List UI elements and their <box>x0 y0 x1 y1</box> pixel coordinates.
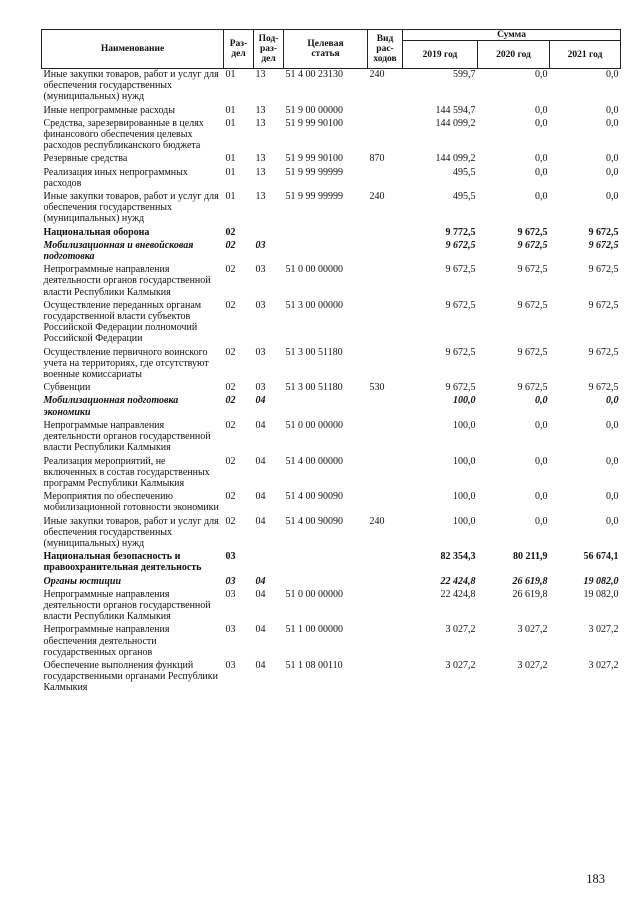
row-expense-type <box>368 574 403 587</box>
row-expense-type <box>368 393 403 417</box>
row-amount-2019: 9 772,5 <box>445 226 476 238</box>
row-name: Органы юстиции <box>43 575 122 587</box>
header-year-2021: 2021 год <box>550 41 621 69</box>
row-subsection: 13 <box>255 191 266 203</box>
row-subsection: 04 <box>255 575 266 587</box>
row-section: 01 <box>225 191 236 203</box>
header-year-2019: 2019 год <box>403 41 478 69</box>
row-expense-type <box>368 658 403 694</box>
row-amount-2019: 599,7 <box>453 69 476 80</box>
row-subsection: 13 <box>255 69 266 80</box>
row-subsection: 04 <box>255 491 266 503</box>
row-article: 51 3 00 00000 <box>285 299 343 311</box>
header-expense-type-text: Вид рас- ходов <box>373 34 397 64</box>
row-amount-2019: 3 027,2 <box>445 624 476 636</box>
header-subsection <box>254 30 284 69</box>
table-row <box>42 380 621 393</box>
row-article: 51 9 99 90100 <box>285 117 343 129</box>
row-amount-2020: 80 211,9 <box>513 551 548 563</box>
row-name: Непрограммные направления деятельности органов государственной власти Республики Калмыкия <box>43 264 211 298</box>
row-article: 51 0 00 00000 <box>285 588 343 600</box>
table-row <box>42 658 621 694</box>
row-subsection <box>254 549 284 573</box>
row-amount-2020: 3 027,2 <box>517 659 548 671</box>
row-amount-2021: 9 672,5 <box>588 264 619 276</box>
table-row <box>42 549 621 573</box>
row-article <box>284 393 368 417</box>
row-expense-type <box>368 622 403 658</box>
row-expense-type <box>368 345 403 381</box>
row-amount-2019: 82 354,3 <box>440 551 476 563</box>
row-amount-2019: 144 099,2 <box>435 153 476 165</box>
row-amount-2019: 9 672,5 <box>445 264 476 276</box>
row-article <box>284 549 368 573</box>
row-amount-2021: 19 082,0 <box>583 588 619 600</box>
row-expense-type <box>368 454 403 490</box>
row-name: Реализация иных непрограммных расходов <box>43 166 188 189</box>
row-subsection: 13 <box>255 166 266 178</box>
row-name: Мобилизационная и вневойсковая подготовка <box>43 239 194 263</box>
row-subsection: 04 <box>255 419 266 431</box>
table-row <box>42 116 621 152</box>
row-subsection: 03 <box>255 382 266 394</box>
row-name: Обеспечение выполнения функций государственными органами Республики Калмыкия <box>43 659 218 694</box>
row-subsection: 03 <box>255 239 266 251</box>
row-expense-type <box>368 418 403 454</box>
row-section: 02 <box>225 346 236 358</box>
row-amount-2021: 9 672,5 <box>588 226 619 238</box>
row-amount-2021: 3 027,2 <box>588 659 619 671</box>
row-expense-type <box>368 103 403 116</box>
row-name: Реализация мероприятий, не включенных в состав государственных программ Республики Калмыкия <box>43 455 210 489</box>
row-amount-2019: 22 424,8 <box>440 575 476 587</box>
row-article: 51 1 08 00110 <box>285 659 343 671</box>
table-row <box>42 165 621 189</box>
row-expense-type: 870 <box>369 153 385 165</box>
table-row <box>42 622 621 658</box>
row-expense-type <box>368 116 403 152</box>
row-amount-2019: 9 672,5 <box>445 382 476 394</box>
row-subsection: 04 <box>255 395 266 407</box>
row-subsection <box>254 225 284 238</box>
row-amount-2019: 144 594,7 <box>435 104 476 116</box>
row-amount-2021: 0,0 <box>606 153 619 165</box>
row-amount-2019: 9 672,5 <box>445 346 476 358</box>
row-name: Непрограммные направления деятельности органов государственной власти Республики Калмыкия <box>43 588 211 623</box>
row-section: 03 <box>225 659 236 671</box>
row-amount-2021: 0,0 <box>606 69 619 80</box>
row-subsection: 03 <box>255 346 266 358</box>
row-section: 03 <box>225 624 236 636</box>
page-number: 183 <box>586 872 605 886</box>
budget-document <box>41 29 620 694</box>
row-name: Мероприятия по обеспечению мобилизационной готовности экономики <box>43 491 219 514</box>
row-article: 51 4 00 90090 <box>285 515 343 527</box>
row-section: 02 <box>225 239 236 251</box>
row-amount-2020: 3 027,2 <box>517 624 548 636</box>
row-amount-2020: 0,0 <box>535 191 548 203</box>
row-subsection: 04 <box>255 588 266 600</box>
row-amount-2019: 495,5 <box>453 191 476 203</box>
row-amount-2021: 0,0 <box>606 166 619 178</box>
row-article: 51 4 00 90090 <box>285 491 343 503</box>
table-row <box>42 454 621 490</box>
row-section: 03 <box>225 551 236 563</box>
row-section: 02 <box>225 395 236 407</box>
row-amount-2020: 0,0 <box>535 491 548 503</box>
row-section: 01 <box>225 69 236 80</box>
row-subsection: 04 <box>255 624 266 636</box>
row-article <box>284 225 368 238</box>
table-row <box>42 298 621 345</box>
row-amount-2019: 495,5 <box>453 166 476 178</box>
row-amount-2021: 9 672,5 <box>588 382 619 394</box>
table-row <box>42 69 621 103</box>
row-article: 51 1 00 00000 <box>285 624 343 636</box>
header-sum: Сумма <box>403 30 621 41</box>
table-row <box>42 489 621 513</box>
row-amount-2020: 9 672,5 <box>517 346 548 358</box>
row-amount-2019: 22 424,8 <box>440 588 476 600</box>
row-amount-2021: 0,0 <box>606 419 619 431</box>
row-expense-type: 240 <box>369 515 385 527</box>
row-section: 02 <box>225 382 236 394</box>
row-expense-type <box>368 238 403 262</box>
row-amount-2019: 100,0 <box>453 491 476 503</box>
row-amount-2020: 0,0 <box>535 117 548 129</box>
row-amount-2020: 9 672,5 <box>517 264 548 276</box>
row-section: 01 <box>225 153 236 165</box>
row-amount-2020: 0,0 <box>535 395 548 407</box>
header-section-text: Раз- дел <box>229 39 248 59</box>
row-name: Непрограммые направления деятельности органов государственной власти Республики Калмыкия <box>43 419 211 454</box>
row-article: 51 9 00 00000 <box>285 104 343 116</box>
row-article: 51 3 00 51180 <box>285 346 343 358</box>
row-section: 02 <box>225 264 236 276</box>
row-section: 02 <box>225 515 236 527</box>
header-section <box>224 30 254 69</box>
row-amount-2021: 0,0 <box>606 117 619 129</box>
row-subsection: 04 <box>255 659 266 671</box>
row-amount-2019: 144 099,2 <box>435 117 476 129</box>
row-amount-2021: 0,0 <box>606 395 619 407</box>
header-subsection-text: Под- раз- дел <box>258 34 279 64</box>
row-amount-2019: 100,0 <box>453 419 476 431</box>
table-row <box>42 514 621 550</box>
row-article <box>284 574 368 587</box>
row-amount-2019: 100,0 <box>453 515 476 527</box>
table-row <box>42 418 621 454</box>
row-expense-type <box>368 489 403 513</box>
row-section: 02 <box>225 455 236 467</box>
row-expense-type: 240 <box>369 69 385 80</box>
row-subsection: 13 <box>255 104 266 116</box>
row-amount-2020: 0,0 <box>535 153 548 165</box>
row-section: 01 <box>225 117 236 129</box>
row-subsection: 13 <box>255 153 266 165</box>
row-expense-type <box>368 225 403 238</box>
row-subsection: 04 <box>255 515 266 527</box>
row-name: Национальная безопасность и правоохранительная деятельность <box>43 551 202 574</box>
row-name: Резервные средства <box>43 153 128 165</box>
row-article: 51 4 00 23130 <box>285 69 343 80</box>
row-section: 02 <box>225 419 236 431</box>
row-amount-2019: 9 672,5 <box>445 299 476 311</box>
row-expense-type <box>368 262 403 298</box>
row-amount-2021: 56 674,1 <box>583 551 619 563</box>
header-year-2020: 2020 год <box>478 41 550 69</box>
row-name: Иные непрограммные расходы <box>43 104 175 116</box>
row-name: Осуществление первичного воинского учета на территориях, где отсутствуют военные комиссариаты <box>43 346 209 381</box>
row-article: 51 9 99 90100 <box>285 153 343 165</box>
row-amount-2019: 100,0 <box>453 395 476 407</box>
row-amount-2019: 3 027,2 <box>445 659 476 671</box>
row-section: 02 <box>225 491 236 503</box>
header-name: Наименование <box>42 30 224 69</box>
row-name: Средства, зарезервированные в целях финансового обеспечения целевых расходов республиканского бюджета <box>43 117 204 152</box>
row-name: Осуществление переданных органам государственной власти субъектов Российской Федерации полномочий Российской Федерации <box>43 299 202 345</box>
row-amount-2020: 9 672,5 <box>517 226 548 238</box>
table-row <box>42 262 621 298</box>
row-section: 02 <box>225 299 236 311</box>
row-expense-type: 530 <box>369 382 385 394</box>
row-amount-2020: 9 672,5 <box>517 239 548 251</box>
row-amount-2019: 9 672,5 <box>445 239 476 251</box>
row-expense-type <box>368 549 403 573</box>
table-row <box>42 345 621 381</box>
row-amount-2021: 19 082,0 <box>583 575 619 587</box>
row-expense-type: 240 <box>369 191 385 203</box>
row-expense-type <box>368 587 403 623</box>
row-amount-2020: 26 619,8 <box>512 588 548 600</box>
row-amount-2020: 26 619,8 <box>512 575 548 587</box>
row-name: Национальная оборона <box>43 226 150 238</box>
row-amount-2020: 0,0 <box>535 419 548 431</box>
row-section: 03 <box>225 588 236 600</box>
row-article: 51 0 00 00000 <box>285 419 343 431</box>
budget-table <box>41 29 621 694</box>
row-amount-2021: 0,0 <box>606 515 619 527</box>
table-row <box>42 587 621 623</box>
row-amount-2020: 9 672,5 <box>517 299 548 311</box>
row-section: 02 <box>225 226 236 238</box>
row-amount-2021: 9 672,5 <box>588 239 619 251</box>
table-row <box>42 151 621 164</box>
header-article-text: Целевая статья <box>307 39 344 59</box>
row-amount-2019: 100,0 <box>453 455 476 467</box>
row-subsection: 13 <box>255 117 266 129</box>
table-row <box>42 103 621 116</box>
row-article <box>284 238 368 262</box>
row-article: 51 9 99 99999 <box>285 166 343 178</box>
table-row <box>42 225 621 238</box>
row-subsection: 03 <box>255 299 266 311</box>
table-row <box>42 189 621 225</box>
row-amount-2021: 0,0 <box>606 191 619 203</box>
row-name: Иные закупки товаров, работ и услуг для обеспечения государственных (муниципальных) нужд <box>43 69 219 103</box>
row-article: 51 9 99 99999 <box>285 191 343 203</box>
row-article: 51 4 00 00000 <box>285 455 343 467</box>
row-name: Иные закупки товаров, работ и услуг для обеспечения государственных (муниципальных) нужд <box>43 515 219 549</box>
row-amount-2020: 9 672,5 <box>517 382 548 394</box>
row-amount-2021: 9 672,5 <box>588 299 619 311</box>
table-body <box>42 69 621 694</box>
row-amount-2020: 0,0 <box>535 69 548 80</box>
row-amount-2021: 3 027,2 <box>588 624 619 636</box>
table-header <box>42 30 621 69</box>
header-expense-type <box>368 30 403 69</box>
row-article: 51 0 00 00000 <box>285 264 343 276</box>
row-section: 03 <box>225 575 236 587</box>
row-expense-type <box>368 298 403 345</box>
row-amount-2020: 0,0 <box>535 455 548 467</box>
row-amount-2021: 0,0 <box>606 104 619 116</box>
row-name: Субвенции <box>43 382 91 394</box>
row-amount-2020: 0,0 <box>535 166 548 178</box>
table-row <box>42 393 621 417</box>
row-subsection: 04 <box>255 455 266 467</box>
table-row <box>42 238 621 262</box>
row-name: Иные закупки товаров, работ и услуг для обеспечения государственных (муниципальных) нужд <box>43 191 219 225</box>
row-section: 01 <box>225 166 236 178</box>
row-amount-2021: 9 672,5 <box>588 346 619 358</box>
row-section: 01 <box>225 104 236 116</box>
row-name: Непрограммные направления обеспечения деятельности государственных органов <box>43 624 170 658</box>
row-amount-2021: 0,0 <box>606 491 619 503</box>
row-expense-type <box>368 165 403 189</box>
table-row <box>42 574 621 587</box>
row-amount-2020: 0,0 <box>535 515 548 527</box>
header-article <box>284 30 368 69</box>
row-amount-2020: 0,0 <box>535 104 548 116</box>
row-amount-2021: 0,0 <box>606 455 619 467</box>
row-subsection: 03 <box>255 264 266 276</box>
row-article: 51 3 00 51180 <box>285 382 343 394</box>
row-name: Мобилизационная подготовка экономики <box>43 395 179 418</box>
